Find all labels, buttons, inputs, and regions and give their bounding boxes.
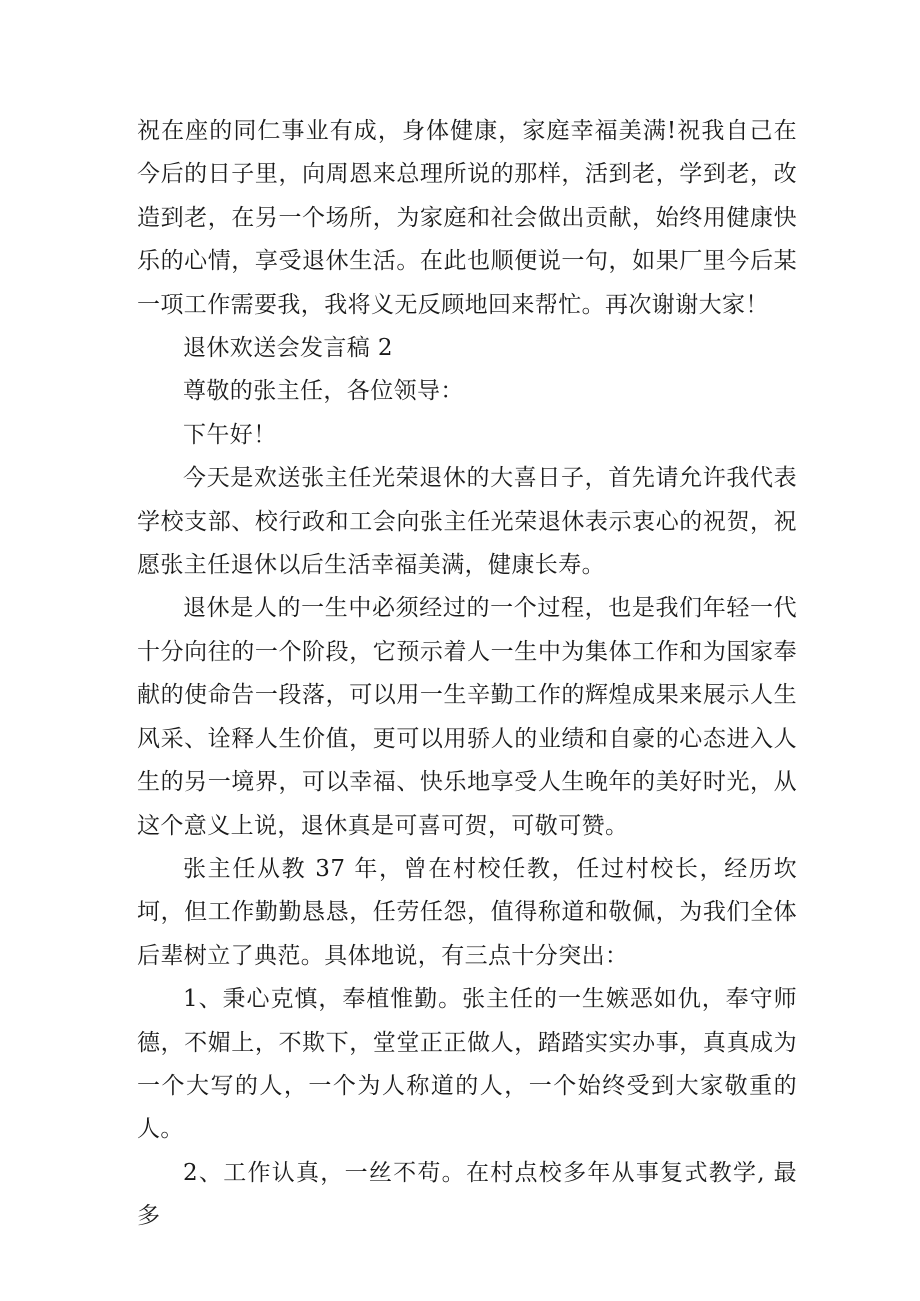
paragraph-career: 张主任从教 37 年，曾在村校任教，任过村校长，经历坎坷，但工作勤勤恳恳，任劳任怨，值得称道和敬佩，为我们全体后辈树立了典范。具体地说，有三点十分突出： xyxy=(137,855,797,969)
paragraph-closing-wishes: 祝在座的同仁事业有成，身体健康，家庭幸福美满!祝我自己在今后的日子里，向周恩来总理所说的那样，活到老，学到老，改造到老，在另一个场所，为家庭和社会做出贡献，始终用健康快乐的心情，享受退休生活。在此也顺便说一句，如果厂里今后某一项工作需要我，我将义无反顾地回来帮忙。再次谢谢大家！ xyxy=(137,118,797,318)
paragraph-retirement-meaning: 退休是人的一生中必须经过的一个过程，也是我们年轻一代十分向往的一个阶段，它预示着人一生中为集体工作和为国家奉献的使命告一段落，可以用一生辛勤工作的辉煌成果来展示人生风采、诠释人生价值，更可以用骄人的业绩和自豪的心态进入人生的另一境界，可以幸福、快乐地享受人生晚年的美好时光，从这个意义上说，退休真是可喜可贺，可敬可赞。 xyxy=(137,595,797,839)
paragraph-point-2: 2、工作认真，一丝不苟。在村点校多年从事复式教学, 最多 xyxy=(137,1159,797,1230)
paragraph-intro: 今天是欢送张主任光荣退休的大喜日子，首先请允许我代表学校支部、校行政和工会向张主任光荣退休表示衷心的祝贺，祝愿张主任退休以后生活幸福美满，健康长寿。 xyxy=(137,465,797,579)
document-body xyxy=(137,110,797,1239)
section-title: 退休欢送会发言稿 2 xyxy=(183,335,393,362)
greeting: 下午好！ xyxy=(183,421,277,448)
salutation: 尊敬的张主任，各位领导： xyxy=(183,378,464,405)
paragraph-point-1: 1、秉心克慎，奉植惟勤。张主任的一生嫉恶如仇，奉守师德，不媚上，不欺下，堂堂正正做人，踏踏实实办事，真真成为一个大写的人，一个为人称道的人，一个始终受到大家敬重的人。 xyxy=(137,986,797,1143)
